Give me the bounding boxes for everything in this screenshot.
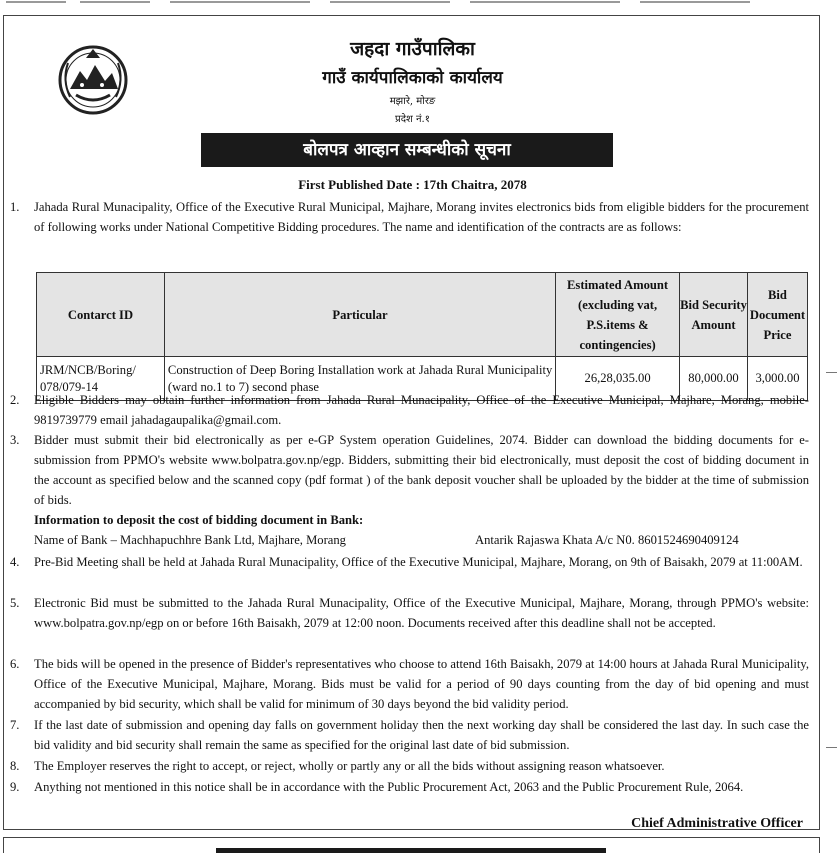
item-3-text: Bidder must submit their bid electronically as per e-GP System operation Guidelines, 2074. Bidder can download the bidding documents for e-submission from PPMO's website www.bolpatra.gov.np/egp. Bidders, submitting their bid electronically, must deposit the cost of bidding document in the account as specified below and the scanned copy (pdf format ) of the bank deposit voucher shall be uploaded by the bidder at the time of submission of bids.: [34, 433, 809, 507]
cropped-previous-text: [0, 0, 837, 10]
tender-notice: [3, 15, 820, 830]
header-contract-id: Contarct ID: [37, 273, 165, 357]
bank-name: Name of Bank – Machhapuchhre Bank Ltd, Majhare, Morang: [34, 533, 346, 547]
header-bid-security: Bid Security Amount: [680, 273, 748, 357]
office-name: जहदा गाउँपालिका: [350, 38, 475, 60]
bank-account: Antarik Rajaswa Khata A/c N0. 8601524690409124: [475, 533, 739, 547]
cell-particular: Construction of Deep Boring Installation work at Jahada Rural Municipality (ward no.1 to 7) second phase: [164, 357, 555, 401]
adjacent-column-mark: [826, 747, 837, 748]
office-province: प्रदेश नं.१: [395, 114, 430, 125]
table-header-row: [37, 273, 808, 357]
item-9-text: Anything not mentioned in this notice shall be in accordance with the Public Procurement Act, 2063 and the Public Procurement Rule, 2064.: [34, 780, 744, 794]
office-subtitle: गाउँ कार्यपालिकाको कार्यालय: [322, 68, 503, 88]
bank-info-heading: Information to deposit the cost of bidding document in Bank:: [34, 513, 364, 527]
published-date: First Published Date : 17th Chaitra, 2078: [298, 177, 527, 192]
header-document-price: Bid Document Price: [747, 273, 807, 357]
item-number: 1.: [10, 200, 20, 214]
item-number: 5.: [10, 596, 20, 610]
item-4-text: Pre-Bid Meeting shall be held at Jahada Rural Munacipality, Office of the Executive Municipal, Majhare, Morang, on 9th of Baisakh, 2079 at 11:00AM.: [34, 555, 803, 569]
item-5-text: Electronic Bid must be submitted to the Jahada Rural Munacipality, Office of the Executive Municipal, Majhare, Morang, through PPMO's website: www.bolpatra.gov.np/egp on or before 16th Baisakh, 2079 at 12:00 noon. Documents received after this deadline shall not be accepted.: [34, 596, 809, 630]
contracts-table: [36, 272, 808, 401]
cell-estimated-amount: 26,28,035.00: [556, 357, 680, 401]
item-1-text: Jahada Rural Munacipality, Office of the Executive Rural Municipal, Majhare, Morang invites electronics bids from eligible bidders for the procurement of following works under National Competitive Bidding procedures. The name and identification of the contracts are as follows:: [34, 200, 809, 234]
cell-bid-security: 80,000.00: [680, 357, 748, 401]
signatory: Chief Administrative Officer: [631, 816, 803, 831]
item-number: 8.: [10, 759, 20, 773]
item-number: 9.: [10, 780, 20, 794]
header-particular: Particular: [164, 273, 555, 357]
cell-document-price: 3,000.00: [747, 357, 807, 401]
item-number: 7.: [10, 718, 20, 732]
notice-title: बोलपत्र आव्हान सम्बन्धीको सूचना: [201, 133, 613, 167]
header-estimated-amount: Estimated Amount (excluding vat, P.S.items & contingencies): [556, 273, 680, 357]
next-notice-banner: [216, 848, 606, 853]
next-notice-fragment: [3, 837, 820, 853]
office-address: मझारे, मोरङ: [389, 96, 436, 107]
cell-contract-id: JRM/NCB/Boring/ 078/079-14: [37, 357, 165, 401]
item-8-text: The Employer reserves the right to accept, or reject, wholly or partly any or all the bids without assigning reason whatsoever.: [34, 759, 665, 773]
item-2-text: Eligible Bidders may obtain further information from Jahada Rural Munacipality, Office of the Executive Municipal, Majhare, Morang, mobile-9819739779 email jahadagaupalika@gmail.com.: [34, 393, 809, 427]
item-number: 6.: [10, 657, 20, 671]
item-7-text: If the last date of submission and opening day falls on government holiday then the next working day shall be considered the last day. In such case the bid validity and bid security shall remain the same as specified for the original last date of bid submission.: [34, 718, 809, 752]
item-number: 2.: [10, 393, 20, 407]
item-number: 4.: [10, 555, 20, 569]
adjacent-column-mark: [826, 372, 837, 373]
item-number: 3.: [10, 433, 20, 447]
item-6-text: The bids will be opened in the presence of Bidder's representatives who choose to attend 16th Baisakh, 2079 at 14:00 hours at Jahada Rural Municipality, Office of the Executive Municipal, Majhare, Morang. Bids must be valid for a period of 90 days counting from the day of bid opening and must accompanied by bid security, which shall be valid for minimum of 30 days beyond the bid validity period.: [34, 657, 809, 711]
